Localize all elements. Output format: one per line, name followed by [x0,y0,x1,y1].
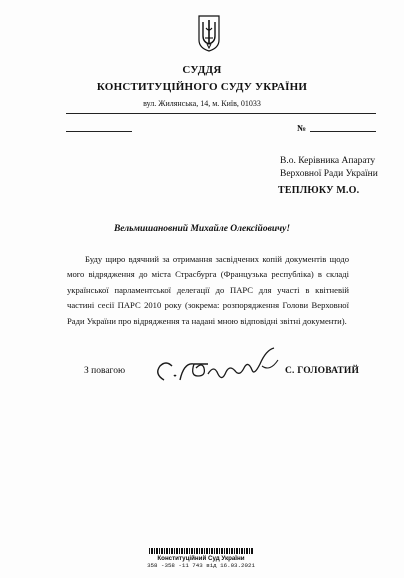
letter-body [67,252,349,329]
addressee-name: ТЕПЛЮКУ М.О. [278,185,360,196]
tryzub-icon [198,14,220,52]
closing-phrase: З повагою [84,366,126,376]
registration-stamp [146,548,256,569]
body-paragraph: Буду щиро вдячний за отримання засвідчених копій документів щодо мого відрядження до міста Страсбурга (Французька республіка) в складі української парламентської делегації до ПАРС для участі в квітневій частині сесії ПАРС 2010 року (зокрема: розпорядження Голови Верховної Ради України про відрядження та надані мною відповідні звітні документи). [67,254,349,326]
letterhead-title-judge: СУДДЯ [182,64,222,76]
stamp-organization: Конституційний Суд України [157,555,245,562]
signer-name: С. ГОЛОВАТИЙ [285,366,360,376]
letterhead-divider [66,113,376,114]
barcode-icon [149,548,253,554]
reference-number-line [310,131,376,132]
salutation: Вельмишановний Михайле Олексійовичу! [113,224,291,234]
addressee-position: В.о. Керівника Апарату [280,156,376,166]
reference-number-label: № [297,123,307,133]
letterhead-title-court: КОНСТИТУЦІЙНОГО СУДУ УКРАЇНИ [96,81,308,93]
letterhead-address: вул. Жилянська, 14, м. Київ, 01033 [143,99,261,108]
stamp-registration-number: 358 -358 -11 743 від 16.03.2021 [147,562,255,569]
reference-date-line [66,131,132,132]
handwritten-signature [150,342,285,394]
addressee-organization: Верховної Ради України [280,169,378,179]
